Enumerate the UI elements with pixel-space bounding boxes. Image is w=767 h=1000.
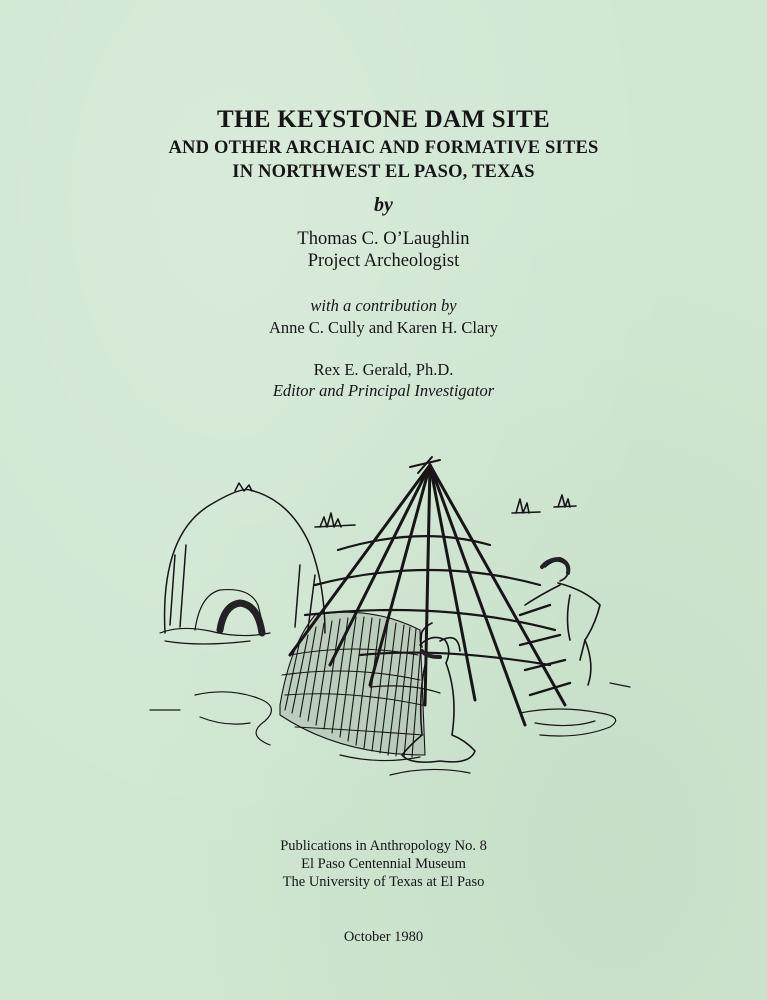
dome-hut (165, 483, 325, 633)
author-role: Project Archeologist (307, 251, 460, 271)
contribution-label: with a contribution by (310, 296, 457, 315)
publication-museum: El Paso Centennial Museum (301, 856, 466, 872)
byline-by: by (374, 194, 393, 216)
title-main: THE KEYSTONE DAM SITE (216, 106, 550, 133)
editor-name: Rex E. Gerald, Ph.D. (313, 360, 454, 379)
publication-date: October 1980 (343, 929, 424, 945)
brush-huts-illustration (140, 455, 640, 800)
contributor-names: Anne C. Cully and Karen H. Clary (268, 318, 499, 337)
author-name: Thomas C. O’Laughlin (297, 229, 470, 249)
title-subtitle-line-1: AND OTHER ARCHAIC AND FORMATIVE SITES (168, 138, 599, 158)
editor-role: Editor and Principal Investigator (272, 381, 495, 400)
publication-series: Publications in Anthropology No. 8 (280, 838, 487, 854)
publication-university: The University of Texas at El Paso (282, 874, 485, 890)
title-subtitle-line-2: IN NORTHWEST EL PASO, TEXAS (232, 162, 535, 182)
thatch (280, 612, 425, 757)
